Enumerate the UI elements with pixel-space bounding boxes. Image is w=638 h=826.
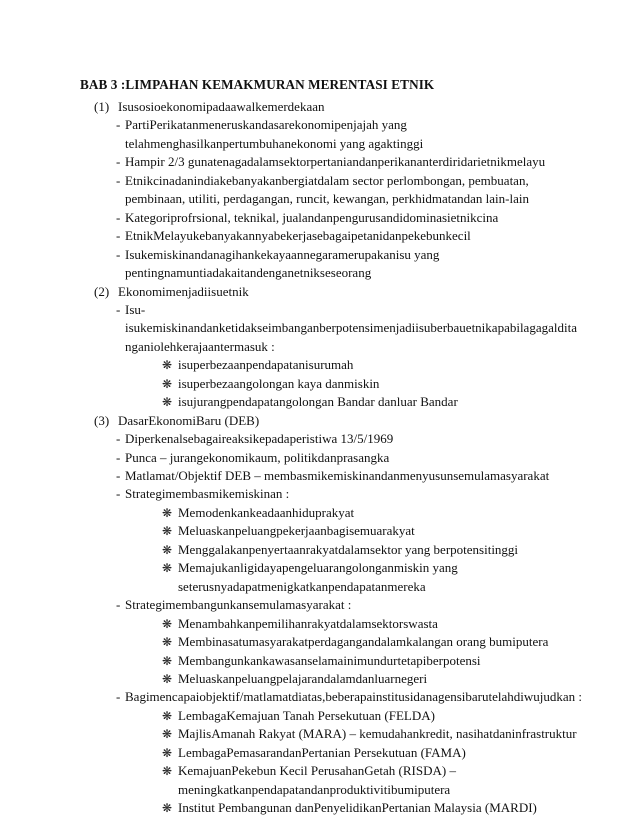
asterisk-bullet-icon: ❋ — [162, 616, 173, 631]
asterisk-bullet-icon: ❋ — [162, 764, 173, 779]
dash-marker: - — [116, 597, 121, 613]
line-text: pentingnamuntiadakaitandenganetnikseseorang — [125, 265, 372, 281]
section-number: (1) — [94, 99, 110, 114]
dash-marker: - — [116, 689, 121, 705]
line-text: Isusosioekonomipadaawalkemerdekaan — [118, 99, 325, 114]
asterisk-bullet-icon: ❋ — [162, 358, 173, 373]
page-title: BAB 3 :LIMPAHAN KEMAKMURAN MERENTASI ETNIK — [80, 77, 435, 92]
asterisk-bullet-icon: ❋ — [162, 727, 173, 742]
line-text: KemajuanPekebun Kecil PerusahanGetah (RISDA) – — [178, 763, 456, 779]
line-text: Bagimencapaiobjektif/matlamatdiatas,beberapainstitusidanagensibarutelahdiwujudkan : — [125, 689, 583, 705]
asterisk-bullet-icon: ❋ — [162, 745, 173, 760]
line-text: Menggalakanpenyertaanrakyatdalamsektor yang berpotensitinggi — [178, 541, 519, 557]
asterisk-bullet-icon: ❋ — [162, 561, 173, 576]
asterisk-bullet-icon: ❋ — [162, 542, 173, 557]
section-number: (3) — [94, 412, 110, 428]
line-text: Memodenkankeadaanhiduprakyat — [178, 504, 355, 520]
line-text: Isu- — [125, 301, 146, 317]
line-text: Menambahkanpemilihanrakyatdalamsektorswasta — [178, 615, 438, 631]
asterisk-bullet-icon: ❋ — [162, 505, 173, 520]
dash-marker: - — [116, 468, 121, 483]
line-text: Ekonomimenjadiisuetnik — [118, 283, 249, 299]
line-text: Hampir 2/3 gunatenagadalamsektorpertaniandanperikananterdiridarietnikmelayu — [125, 154, 546, 170]
dash-marker: - — [116, 301, 121, 317]
dash-marker: - — [116, 246, 121, 262]
line-text: Strategimembangunkansemulamasyarakat : — [125, 597, 352, 613]
asterisk-bullet-icon: ❋ — [162, 671, 173, 686]
asterisk-bullet-icon: ❋ — [162, 801, 173, 816]
line-text: Strategimembasmikemiskinan : — [125, 486, 290, 502]
line-text: Matlamat/Objektif DEB – membasmikemiskinandanmenyusunsemulamasyarakat — [125, 468, 550, 483]
line-text: isuperbezaanpendapatanisurumah — [178, 357, 354, 373]
line-text: LembagaKemajuan Tanah Persekutuan (FELDA) — [178, 707, 435, 723]
line-text: isukemiskinandanketidakseimbanganberpotensimenjadiisuberbauetnikapabilagagaldita — [125, 320, 577, 336]
line-text: Institut Pembangunan danPenyelidikanPertanian Malaysia (MARDI) — [178, 800, 537, 816]
line-text: telahmenghasilkanpertumbuhanekonomi yang agaktinggi — [125, 135, 424, 151]
line-text: Punca – jurangekonomikaum, politikdanprasangka — [125, 449, 390, 465]
line-text: EtnikMelayukebanyakannyabekerjasebagaipetanidanpekebunkecil — [125, 228, 471, 244]
line-text: Etnikcinadanindiakebanyakanbergiatdalam sector perlombongan, pembuatan, — [125, 172, 529, 188]
asterisk-bullet-icon: ❋ — [162, 635, 173, 650]
asterisk-bullet-icon: ❋ — [162, 653, 173, 668]
line-text: DasarEkonomiBaru (DEB) — [118, 412, 260, 428]
line-text: Membangunkankawasanselamainimundurtetapiberpotensi — [178, 652, 481, 668]
dash-marker: - — [116, 154, 121, 170]
line-text: isuperbezaangolongan kaya danmiskin — [178, 375, 380, 391]
dash-marker: - — [116, 209, 121, 225]
dash-marker: - — [116, 431, 121, 447]
asterisk-bullet-icon: ❋ — [162, 524, 173, 539]
dash-marker: - — [116, 449, 121, 465]
line-text: Meluaskanpeluangpekerjaanbagisemuarakyat — [178, 523, 415, 539]
section-number: (2) — [94, 283, 110, 299]
line-text: meningkatkanpendapatandanproduktivitibumiputera — [178, 781, 451, 797]
line-text: pembinaan, utiliti, perdagangan, runcit, kewangan, perkhidmatandan lain-lain — [125, 191, 529, 207]
dash-marker: - — [116, 172, 121, 188]
dash-marker: - — [116, 486, 121, 502]
line-text: LembagaPemasarandanPertanian Persekutuan (FAMA) — [178, 744, 466, 760]
line-text: Kategoriprofrsional, teknikal, jualandanpengurusandidominasietnikcina — [125, 209, 499, 225]
line-text: MajlisAmanah Rakyat (MARA) – kemudahankredit, nasihatdaninfrastruktur — [178, 726, 577, 742]
asterisk-bullet-icon: ❋ — [162, 708, 173, 723]
line-text: Isukemiskinandanagihankekayaannegaramerupakanisu yang — [125, 246, 440, 262]
line-text: PartiPerikatanmeneruskandasarekonomipenjajah yang — [125, 117, 407, 133]
line-text: Meluaskanpeluangpelajarandalamdanluarnegeri — [178, 670, 428, 686]
line-text: nganiolehkerajaantermasuk : — [125, 338, 275, 354]
line-text: seterusnyadapatmenigkatkanpendapatanmereka — [178, 578, 426, 594]
line-text: Memajukanligidayapengeluarangolonganmiskin yang — [178, 560, 458, 576]
asterisk-bullet-icon: ❋ — [162, 395, 173, 410]
line-text: isujurangpendapatangolongan Bandar danluar Bandar — [178, 394, 458, 410]
line-text: Membinasatumasyarakatperdagangandalamkalangan orang bumiputera — [178, 634, 549, 650]
asterisk-bullet-icon: ❋ — [162, 376, 173, 391]
line-text: Diperkenalsebagaireaksikepadaperistiwa 13/5/1969 — [125, 431, 394, 447]
dash-marker: - — [116, 117, 121, 133]
dash-marker: - — [116, 228, 121, 244]
